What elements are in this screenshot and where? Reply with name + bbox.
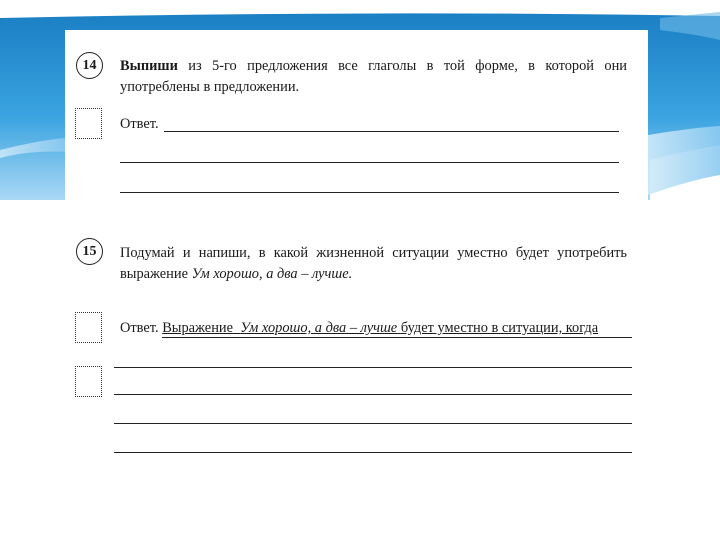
task-14-verb: Выпиши xyxy=(120,58,178,74)
task-15-score-box-1[interactable] xyxy=(75,312,102,343)
task-15-answer-line-3[interactable] xyxy=(114,423,632,424)
task-15-answer-phrase: Ум хорошо, а два – лучше xyxy=(240,320,398,336)
task-14-number: 14 xyxy=(76,52,103,79)
task-14-answer-label: Ответ. xyxy=(120,116,159,132)
task-15-answer-sentence xyxy=(120,320,598,337)
task-15-answer-line-4[interactable] xyxy=(114,452,632,453)
task-15-answer-tail: будет уместно в ситуации, когда xyxy=(400,320,599,336)
task-15-answer-word: Выражение xyxy=(162,320,233,336)
task-14-answer-line-1[interactable] xyxy=(164,131,619,132)
task-14-answer-line-2[interactable] xyxy=(120,162,619,163)
task-14-answer-line-3[interactable] xyxy=(120,192,619,193)
task-15-instruction xyxy=(120,243,627,285)
task-14-text: из 5-го предложения все глаголы в той форме, в которой они употреблены в предложении. xyxy=(120,58,627,95)
task-15-answer-line-2[interactable] xyxy=(114,394,632,395)
task-15-answer-line-1[interactable] xyxy=(114,367,632,368)
task-15-phrase: Ум хорошо, а два – лучше. xyxy=(191,266,353,282)
task-15-score-box-2[interactable] xyxy=(75,366,102,397)
task-15-answer-prefilled xyxy=(162,320,598,336)
task-14-score-box[interactable] xyxy=(75,108,102,139)
task-14-instruction xyxy=(120,56,627,98)
task-15-answer-label: Ответ. xyxy=(120,320,159,336)
worksheet-page xyxy=(65,30,648,540)
task-15-answer-line-0[interactable] xyxy=(162,337,632,338)
task-15-number: 15 xyxy=(76,238,103,265)
task-15-text: Подумай и напиши, в какой жизненной ситуации уместно будет употребить выражение xyxy=(120,245,627,282)
